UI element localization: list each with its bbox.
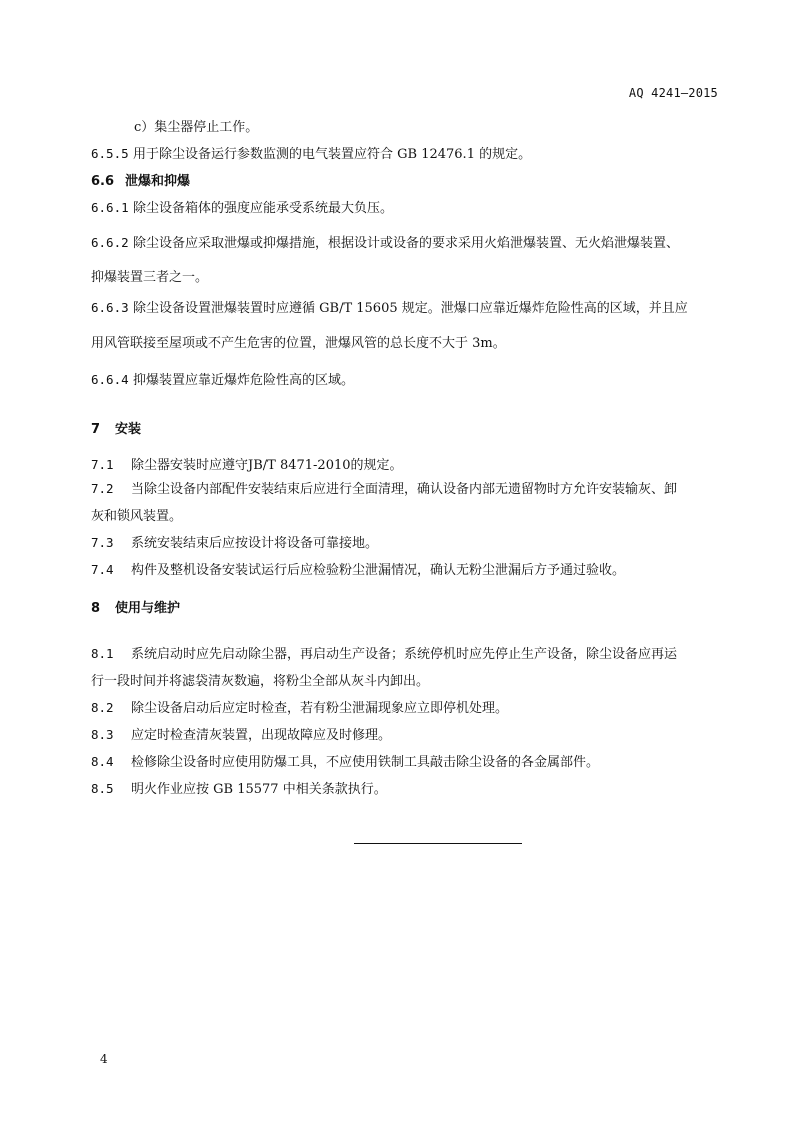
clause-7-3	[91, 532, 721, 551]
clause-text: 用于除尘设备运行参数监测的电气装置应符合 GB 12476.1 的规定。	[133, 147, 532, 162]
clause-text: 除尘设备启动后应定时检查，若有粉尘泄漏现象应立即停机处理。	[131, 701, 509, 716]
clause-6-5-5	[91, 143, 721, 162]
clause-6-6-2-continuation: 抑爆装置三者之一。	[91, 270, 209, 285]
page-number: 4	[100, 1052, 108, 1066]
clause-text: 构件及整机设备安装试运行后应检验粉尘泄漏情况，确认无粉尘泄漏后方予通过验收。	[131, 563, 626, 578]
clause-number: 6.6.2	[91, 235, 129, 250]
clause-number: 8.5	[91, 781, 114, 796]
clause-text: 除尘器安装时应遵守JB/T 8471-2010的规定。	[131, 458, 403, 473]
section-number: 7	[91, 422, 101, 437]
clause-text: 应定时检查清灰装置，出现故障应及时修理。	[131, 728, 392, 743]
clause-text: 除尘设备设置泄爆装置时应遵循 GB/T 15605 规定。泄爆口应靠近爆炸危险性高的区域，并且应	[133, 301, 688, 316]
section-title: 安装	[115, 422, 142, 437]
clause-6-6-3	[91, 297, 721, 316]
section-heading-6-6	[91, 170, 721, 189]
document-code: AQ 4241—2015	[628, 86, 718, 100]
section-number: 6.6	[91, 174, 115, 189]
clause-number: 7.4	[91, 562, 114, 577]
clause-6-6-3-continuation: 用风管联接至屋项或不产生危害的位置，泄爆风管的总长度不大于 3m。	[91, 336, 506, 351]
clause-8-4	[91, 751, 721, 770]
clause-text: 系统安装结束后应按设计将设备可靠接地。	[131, 536, 379, 551]
clause-6-6-2	[91, 232, 721, 251]
clause-number: 7.1	[91, 457, 114, 472]
clause-text: 系统启动时应先启动除尘器，再启动生产设备；系统停机时应先停止生产设备，除尘设备应再运	[131, 647, 678, 662]
clause-number: 6.6.3	[91, 300, 129, 315]
clause-number: 6.6.4	[91, 372, 129, 387]
clause-number: 8.2	[91, 700, 114, 715]
section-heading-7	[91, 418, 721, 437]
clause-8-1-continuation: 行一段时间并将滤袋清灰数遍，将粉尘全部从灰斗内卸出。	[91, 674, 430, 689]
clause-7-4	[91, 559, 721, 578]
section-number: 8	[91, 601, 101, 616]
clause-6-6-1	[91, 197, 721, 216]
end-of-document-rule	[354, 843, 522, 844]
clause-number: 7.2	[91, 481, 114, 496]
clause-8-1	[91, 643, 721, 662]
clause-text: 除尘设备箱体的强度应能承受系统最大负压。	[133, 201, 394, 216]
clause-text: 当除尘设备内部配件安装结束后应进行全面清理，确认设备内部无遗留物时方允许安装输灰、卸	[131, 482, 678, 497]
clause-number: 7.3	[91, 535, 114, 550]
clause-7-1	[91, 454, 721, 473]
clause-7-2-continuation: 灰和锁风装置。	[91, 509, 183, 524]
clause-number: 6.5.5	[91, 146, 129, 161]
clause-number: 8.4	[91, 754, 114, 769]
clause-text: 抑爆装置应靠近爆炸危险性高的区域。	[133, 373, 355, 388]
list-item-c: c）集尘器停止工作。	[134, 120, 259, 135]
clause-number: 8.3	[91, 727, 114, 742]
section-heading-8	[91, 597, 721, 616]
clause-text: 除尘设备应采取泄爆或抑爆措施，根据设计或设备的要求采用火焰泄爆装置、无火焰泄爆装置、	[133, 236, 680, 251]
clause-number: 6.6.1	[91, 200, 129, 215]
section-title: 使用与维护	[115, 601, 181, 616]
section-title: 泄爆和抑爆	[125, 174, 191, 189]
clause-7-2	[91, 478, 721, 497]
clause-8-5	[91, 778, 721, 797]
clause-6-6-4	[91, 369, 721, 388]
clause-text: 明火作业应按 GB 15577 中相关条款执行。	[131, 782, 387, 797]
clause-8-2	[91, 697, 721, 716]
clause-text: 检修除尘设备时应使用防爆工具，不应使用铁制工具敲击除尘设备的各金属部件。	[131, 755, 600, 770]
clause-8-3	[91, 724, 721, 743]
clause-number: 8.1	[91, 646, 114, 661]
